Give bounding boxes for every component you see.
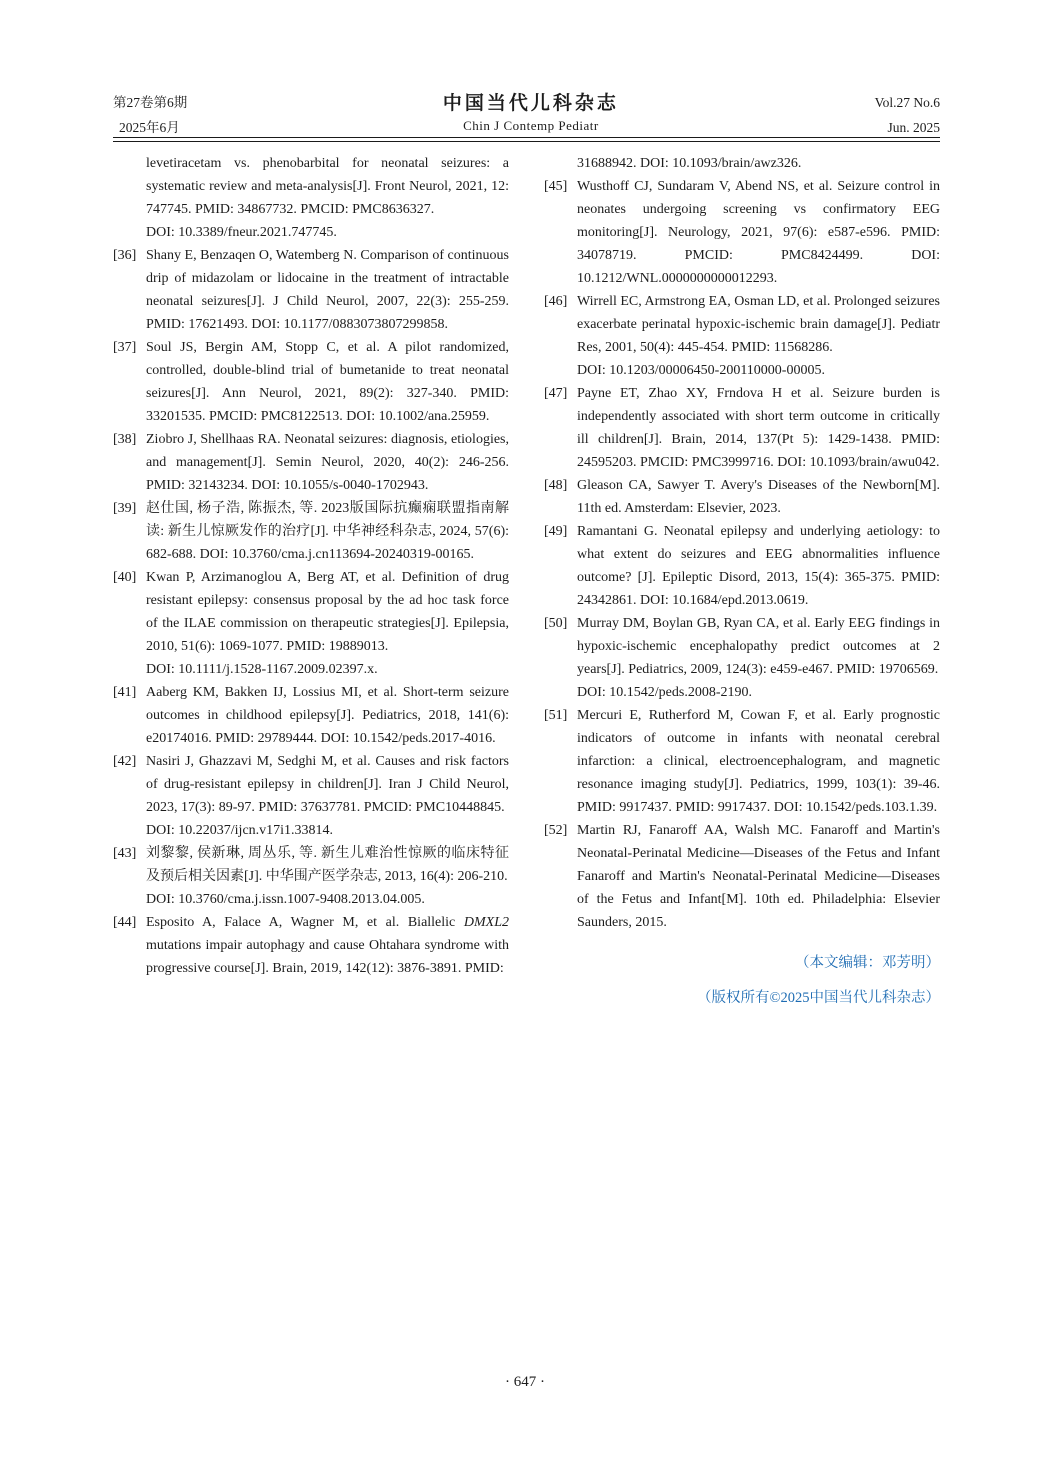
reference-text: Kwan P, Arzimanoglou A, Berg AT, et al. Definition of drug resistant epilepsy: consensus proposal by the ad hoc task force of the ILAE commission on therapeutic strategies[J]. Epilepsia, 2010, 51(6): 1069-1077. PMID: 19889013. DOI: 10.1111/j.1528-1167.2009.02397.x. xyxy=(146,570,509,677)
reference-text: 赵仕国, 杨子浩, 陈振杰, 等. 2023版国际抗癫痫联盟指南解读: 新生儿惊厥发作的治疗[J]. 中华神经科杂志, 2024, 57(6): 682-688. DOI: 10.3760/cma.j.cn113694-20240319-00165. xyxy=(146,501,509,562)
reference-number: [45] xyxy=(544,179,568,194)
reference-text: Payne ET, Zhao XY, Frndova H et al. Seizure burden is independently associated with short term outcome in critically ill children[J]. Brain, 2014, 137(Pt 5): 1429-1438. PMID: 24595203. PMCID: PMC3999716. DOI: 10.1093/brain/awu042. xyxy=(577,386,940,470)
reference-text: Wirrell EC, Armstrong EA, Osman LD, et al. Prolonged seizures exacerbate perinatal hypoxic-ischemic brain damage[J]. Pediatr Res, 2001, 50(4): 445-454. PMID: 11568286. DOI: 10.1203/00006450-200110000-00005. xyxy=(577,294,940,378)
reference-item xyxy=(544,520,940,612)
publication-date-cn: 2025年6月 xyxy=(119,120,180,135)
volume-issue-cn: 第27卷第6期 xyxy=(113,95,188,110)
reference-item xyxy=(544,382,940,474)
publication-date-en: Jun. 2025 xyxy=(887,120,940,135)
reference-number: [49] xyxy=(544,524,568,539)
reference-item xyxy=(544,175,940,290)
reference-text: Aaberg KM, Bakken IJ, Lossius MI, et al. Short-term seizure outcomes in childhood epilepsy[J]. Pediatrics, 2018, 141(6): e20174016. PMID: 29789444. DOI: 10.1542/peds.2017-4016. xyxy=(146,685,509,746)
reference-text: Shany E, Benzaqen O, Watemberg N. Comparison of continuous drip of midazolam or lidocaine in the treatment of intractable neonatal seizures[J]. J Child Neurol, 2007, 22(3): 255-259. PMID: 17621493. DOI: 10.1177/0883073807299858. xyxy=(146,248,509,332)
reference-text: Ramantani G. Neonatal epilepsy and underlying aetiology: to what extent do seizures and EEG abnormalities influence outcome? [J]. Epileptic Disord, 2013, 15(4): 365-375. PMID: 24342861. DOI: 10.1684/epd.2013.0619. xyxy=(577,524,940,608)
reference-text: Murray DM, Boylan GB, Ryan CA, et al. Early EEG findings in hypoxic-ischemic encephalopathy predict outcomes at 2 years[J]. Pediatrics, 2009, 124(3): e459-e467. PMID: 19706569. DOI: 10.1542/peds.2008-2190. xyxy=(577,616,940,700)
reference-item xyxy=(113,336,509,428)
reference-item xyxy=(544,819,940,934)
reference-number xyxy=(113,152,146,244)
reference-item xyxy=(544,474,940,520)
reference-number: [43] xyxy=(113,846,137,861)
reference-number: [36] xyxy=(113,248,137,263)
reference-text: Wusthoff CJ, Sundaram V, Abend NS, et al. Seizure control in neonates undergoing screening vs confirmatory EEG monitoring[J]. Neurology, 2021, 97(6): e587-e596. PMID: 34078719. PMCID: PMC8424499. DOI: 10.1212/WNL.0000000000012293. xyxy=(577,179,940,286)
reference-number: [41] xyxy=(113,685,137,700)
reference-text: levetiracetam vs. phenobarbital for neonatal seizures: a systematic review and meta-analysis[J]. Front Neurol, 2021, 12: 747745. PMID: 34867732. PMCID: PMC8636327. DOI: 10.3389/fneur.2021.747745. xyxy=(146,156,509,240)
volume-issue-en: Vol.27 No.6 xyxy=(874,95,940,110)
reference-item xyxy=(113,842,509,911)
journal-title-en: Chin J Contemp Pediatr xyxy=(463,118,599,133)
reference-number: [37] xyxy=(113,340,137,355)
page-header xyxy=(113,90,940,140)
page-footer xyxy=(0,1374,1050,1391)
references-list-right xyxy=(544,152,940,934)
reference-item xyxy=(113,681,509,750)
reference-number: [48] xyxy=(544,478,568,493)
reference-item xyxy=(113,750,509,842)
reference-text: Gleason CA, Sawyer T. Avery's Diseases of the Newborn[M]. 11th ed. Amsterdam: Elsevier, 2023. xyxy=(577,478,940,516)
editor-notes xyxy=(544,946,940,1016)
reference-item xyxy=(113,428,509,497)
reference-number: [46] xyxy=(544,294,568,309)
reference-number xyxy=(544,152,577,175)
reference-text: Nasiri J, Ghazzavi M, Sedghi M, et al. Causes and risk factors of drug-resistant epilepsy in children[J]. Iran J Child Neurol, 2023, 17(3): 89-97. PMID: 37637781. PMCID: PMC10448845. DOI: 10.22037/ijcn.v17i1.33814. xyxy=(146,754,509,838)
reference-item xyxy=(544,290,940,382)
references-column-right xyxy=(544,152,940,1016)
header-divider xyxy=(113,137,940,142)
reference-number: [42] xyxy=(113,754,137,769)
reference-item xyxy=(544,704,940,819)
reference-item xyxy=(113,566,509,681)
reference-number: [47] xyxy=(544,386,568,401)
reference-number: [40] xyxy=(113,570,137,585)
references-column-left xyxy=(113,152,509,1016)
journal-title-block xyxy=(443,88,619,134)
journal-title-cn: 中国当代儿科杂志 xyxy=(442,93,619,114)
copyright-notice: （版权所有©2025中国当代儿科杂志） xyxy=(696,990,940,1006)
reference-text: 31688942. DOI: 10.1093/brain/awz326. xyxy=(577,156,802,171)
gene-name-italic: DMXL2 xyxy=(463,915,509,930)
reference-item xyxy=(544,612,940,704)
reference-text: Mercuri E, Rutherford M, Cowan F, et al. Early prognostic indicators of outcome in infants with neonatal cerebral infarction: a clinical, electroencephalogram, and magnetic resonance imaging study[J]. Pediatrics, 1999, 103(1): 39-46. PMID: 9917437. PMID: 9917437. DOI: 10.1542/peds.103.1.39. xyxy=(577,708,940,815)
reference-text: 刘黎黎, 侯新琳, 周丛乐, 等. 新生儿难治性惊厥的临床特征及预后相关因素[J]. 中华围产医学杂志, 2013, 16(4): 206-210. DOI: 10.3760/cma.j.issn.1007-9408.2013.04.005. xyxy=(146,846,509,907)
reference-number: [38] xyxy=(113,432,137,447)
editor-credit: （本文编辑：邓芳明） xyxy=(795,955,940,971)
header-volume-issue-cn xyxy=(113,90,187,140)
reference-item xyxy=(113,497,509,566)
reference-text: Esposito A, Falace A, Wagner M, et al. Biallelic DMXL2 mutations impair autophagy and cause Ohtahara syndrome with progressive course[J]. Brain, 2019, 142(12): 3876-3891. PMID: xyxy=(146,915,509,976)
references-section xyxy=(113,152,940,1016)
reference-item xyxy=(113,911,509,980)
reference-number: [51] xyxy=(544,708,568,723)
reference-number: [39] xyxy=(113,501,137,516)
page-number: · 647 · xyxy=(505,1374,545,1390)
reference-item xyxy=(544,152,940,175)
header-volume-issue-en xyxy=(875,90,940,140)
reference-text: Soul JS, Bergin AM, Stopp C, et al. A pilot randomized, controlled, double-blind trial of bumetanide to treat neonatal seizures[J]. Ann Neurol, 2021, 89(2): 327-340. PMID: 33201535. PMCID: PMC8122513. DOI: 10.1002/ana.25959. xyxy=(146,340,509,424)
reference-number: [44] xyxy=(113,915,137,930)
reference-item xyxy=(113,244,509,336)
reference-item xyxy=(113,152,509,244)
reference-number: [50] xyxy=(544,616,568,631)
reference-text: Ziobro J, Shellhaas RA. Neonatal seizures: diagnosis, etiologies, and management[J]. Semin Neurol, 2020, 40(2): 246-256. PMID: 32143234. DOI: 10.1055/s-0040-1702943. xyxy=(146,432,509,493)
reference-text: Martin RJ, Fanaroff AA, Walsh MC. Fanaroff and Martin's Neonatal-Perinatal Medicine—Diseases of the Fetus and Infant Fanaroff and Martin's Neonatal-Perinatal Medicine—Diseases of the Fetus and Infant[M]. 10th ed. Philadelphia: Elsevier Saunders, 2015. xyxy=(577,823,940,930)
reference-number: [52] xyxy=(544,823,568,838)
